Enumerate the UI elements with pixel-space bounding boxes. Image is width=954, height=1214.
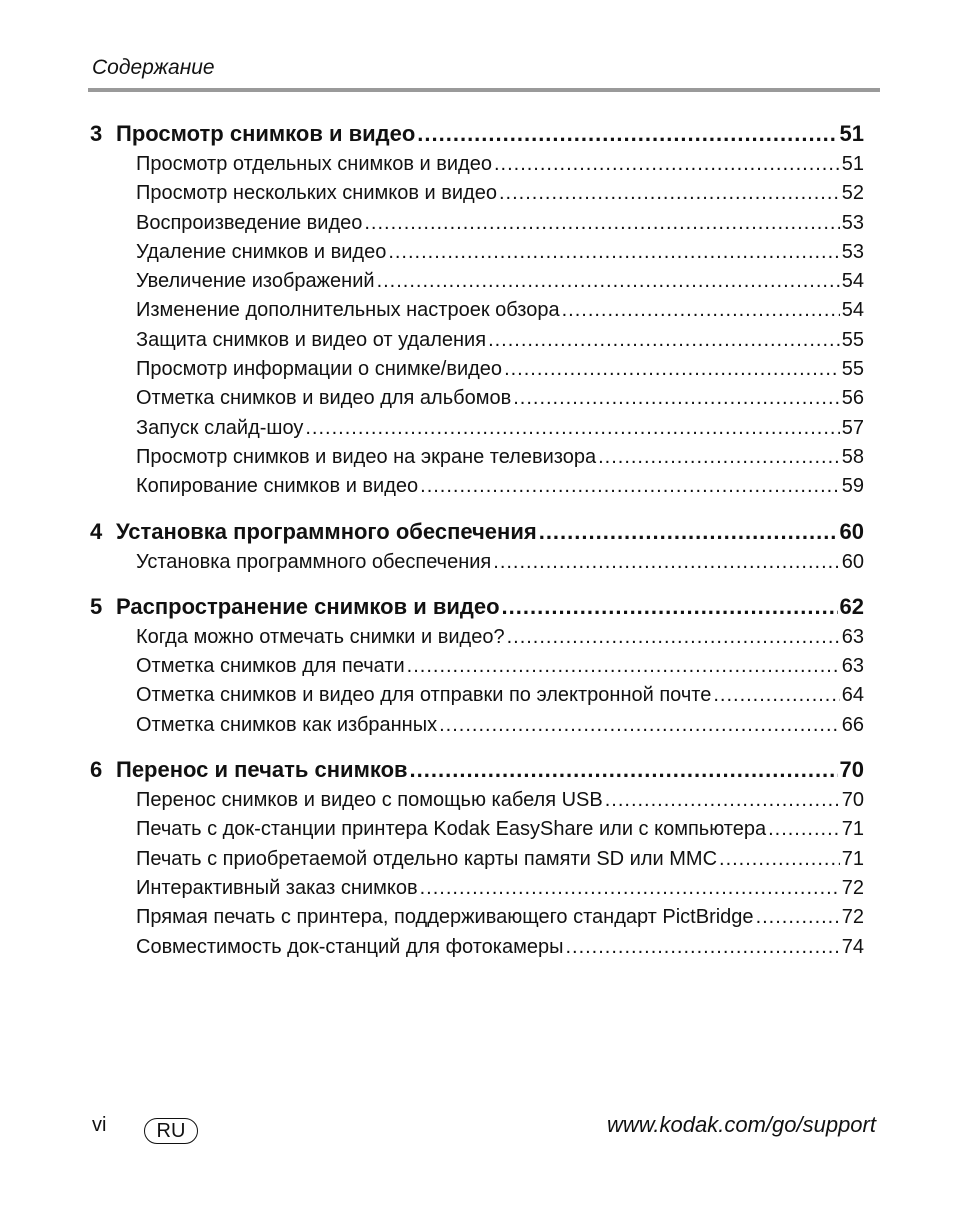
leader-dots <box>756 903 840 932</box>
entry-title: Просмотр информации о снимке/видео <box>136 358 503 381</box>
leader-dots <box>407 652 840 681</box>
entry-title: Удаление снимков и видео <box>136 240 387 263</box>
leader-dots <box>494 150 840 179</box>
toc-entry[interactable] <box>136 903 864 932</box>
entry-title: Перенос снимков и видео с помощью кабеля USB <box>136 789 603 812</box>
leader-dots <box>562 296 840 325</box>
chapter-heading[interactable] <box>90 754 864 786</box>
toc-entry[interactable] <box>136 711 864 740</box>
toc-entry[interactable] <box>136 296 864 325</box>
entry-title: Изменение дополнительных настроек обзора <box>136 299 560 322</box>
language-badge: RU <box>144 1118 198 1144</box>
leader-dots <box>513 384 840 413</box>
chapter-page: 51 <box>839 121 864 146</box>
toc-entry[interactable] <box>136 443 864 472</box>
entry-title: Прямая печать с принтера, поддерживающего стандарт PictBridge <box>136 906 754 929</box>
leader-dots <box>713 681 839 710</box>
entry-page: 56 <box>841 387 864 410</box>
chapter-number: 3 <box>90 121 103 146</box>
leader-dots <box>420 874 840 903</box>
entry-page: 51 <box>841 153 864 175</box>
chapter-title: Просмотр снимков и видео <box>116 121 416 146</box>
chapter-heading[interactable] <box>90 118 864 150</box>
entry-title: Интерактивный заказ снимков <box>136 876 418 899</box>
chapter-page: 70 <box>839 757 864 783</box>
chapter-number: 6 <box>90 757 103 783</box>
toc-entry[interactable] <box>136 238 864 267</box>
entry-page: 72 <box>841 876 864 899</box>
toc-entry[interactable] <box>136 815 864 844</box>
leader-dots <box>504 355 840 384</box>
entry-page: 74 <box>841 935 864 958</box>
chapter-heading[interactable] <box>90 516 864 548</box>
leader-dots <box>499 179 840 208</box>
toc-entry[interactable] <box>136 652 864 681</box>
entry-title: Отметка снимков для печати <box>136 655 405 678</box>
toc-entry[interactable] <box>136 355 864 384</box>
entry-page: 54 <box>841 299 864 322</box>
table-of-contents <box>90 118 864 976</box>
toc-entry[interactable] <box>136 933 864 962</box>
page-header-title: Содержание <box>92 56 215 79</box>
entry-page: 63 <box>841 655 864 678</box>
support-url-link[interactable]: www.kodak.com/go/support <box>606 1112 876 1137</box>
entry-page: 60 <box>841 550 864 573</box>
entry-title: Просмотр снимков и видео на экране телевизора <box>136 445 597 468</box>
leader-dots <box>420 472 840 501</box>
leader-dots <box>493 548 839 577</box>
leader-dots <box>719 845 840 874</box>
entry-title: Отметка снимков и видео для альбомов <box>136 387 512 410</box>
entry-page: 57 <box>841 416 864 439</box>
entry-page: 66 <box>841 713 864 736</box>
entry-title: Печать с приобретаемой отдельно карты памяти SD или MMC <box>136 847 718 870</box>
toc-entry[interactable] <box>136 472 864 501</box>
leader-dots <box>565 933 839 962</box>
leader-dots <box>410 754 838 786</box>
entry-title: Когда можно отмечать снимки и видео? <box>136 625 505 648</box>
toc-entry[interactable] <box>136 326 864 355</box>
toc-entry[interactable] <box>136 623 864 652</box>
entry-title: Воспроизведение видео <box>136 211 363 234</box>
entry-page: 58 <box>841 445 864 468</box>
toc-chapter-6 <box>90 754 864 962</box>
chapter-number: 5 <box>90 593 103 619</box>
entry-page: 71 <box>841 847 864 870</box>
toc-entry[interactable] <box>136 150 864 179</box>
leader-dots <box>598 443 840 472</box>
entry-page: 64 <box>841 684 864 707</box>
entry-title: Копирование снимков и видео <box>136 475 419 498</box>
leader-dots <box>364 209 839 238</box>
leader-dots <box>305 414 839 443</box>
entry-page: 52 <box>841 182 864 205</box>
chapter-page: 62 <box>839 593 864 619</box>
entry-page: 70 <box>841 789 864 812</box>
leader-dots <box>605 786 840 815</box>
leader-dots <box>507 623 840 652</box>
toc-entry[interactable] <box>136 267 864 296</box>
entry-page: 63 <box>841 625 864 648</box>
entry-title: Отметка снимков как избранных <box>136 713 438 736</box>
footer-page-number: vi <box>92 1114 107 1136</box>
toc-entry[interactable] <box>136 845 864 874</box>
chapter-title: Установка программного обеспечения <box>116 518 537 544</box>
entry-title: Отметка снимков и видео для отправки по электронной почте <box>136 684 712 707</box>
entry-title: Просмотр нескольких снимков и видео <box>136 182 497 205</box>
leader-dots <box>539 516 838 548</box>
leader-dots <box>377 267 840 296</box>
header-divider <box>88 88 880 92</box>
entry-page: 55 <box>841 328 864 351</box>
entry-page: 53 <box>841 211 864 234</box>
entry-title: Просмотр отдельных снимков и видео <box>136 153 492 175</box>
toc-entry[interactable] <box>136 548 864 577</box>
entry-page: 53 <box>841 240 864 263</box>
entry-title: Запуск слайд-шоу <box>136 416 304 439</box>
toc-chapter-3 <box>90 118 864 502</box>
toc-entry[interactable] <box>136 179 864 208</box>
entry-page: 54 <box>841 270 864 293</box>
entry-title: Печать с док-станции принтера Kodak EasyShare или с компьютера <box>136 818 767 841</box>
toc-entry[interactable] <box>136 384 864 413</box>
leader-dots <box>388 238 839 267</box>
leader-dots <box>488 326 840 355</box>
entry-title: Увеличение изображений <box>136 270 375 293</box>
entry-page: 71 <box>841 818 864 841</box>
toc-entry[interactable] <box>136 209 864 238</box>
chapter-page: 60 <box>839 518 864 544</box>
entry-title: Защита снимков и видео от удаления <box>136 328 487 351</box>
toc-entry[interactable] <box>136 874 864 903</box>
entry-page: 55 <box>841 358 864 381</box>
entry-page: 72 <box>841 906 864 929</box>
entry-title: Совместимость док-станций для фотокамеры <box>136 935 564 958</box>
toc-entry[interactable] <box>136 681 864 710</box>
toc-entry[interactable] <box>136 786 864 815</box>
entry-title: Установка программного обеспечения <box>136 550 492 573</box>
entry-page: 59 <box>841 475 864 498</box>
toc-entry[interactable] <box>136 414 864 443</box>
chapter-number: 4 <box>90 518 103 544</box>
chapter-heading[interactable] <box>90 591 864 623</box>
leader-dots <box>502 591 838 623</box>
toc-chapter-5 <box>90 591 864 740</box>
leader-dots <box>768 815 840 844</box>
chapter-title: Перенос и печать снимков <box>116 757 408 783</box>
leader-dots <box>439 711 840 740</box>
chapter-title: Распространение снимков и видео <box>116 593 500 619</box>
toc-chapter-4 <box>90 516 864 577</box>
leader-dots <box>417 118 837 150</box>
